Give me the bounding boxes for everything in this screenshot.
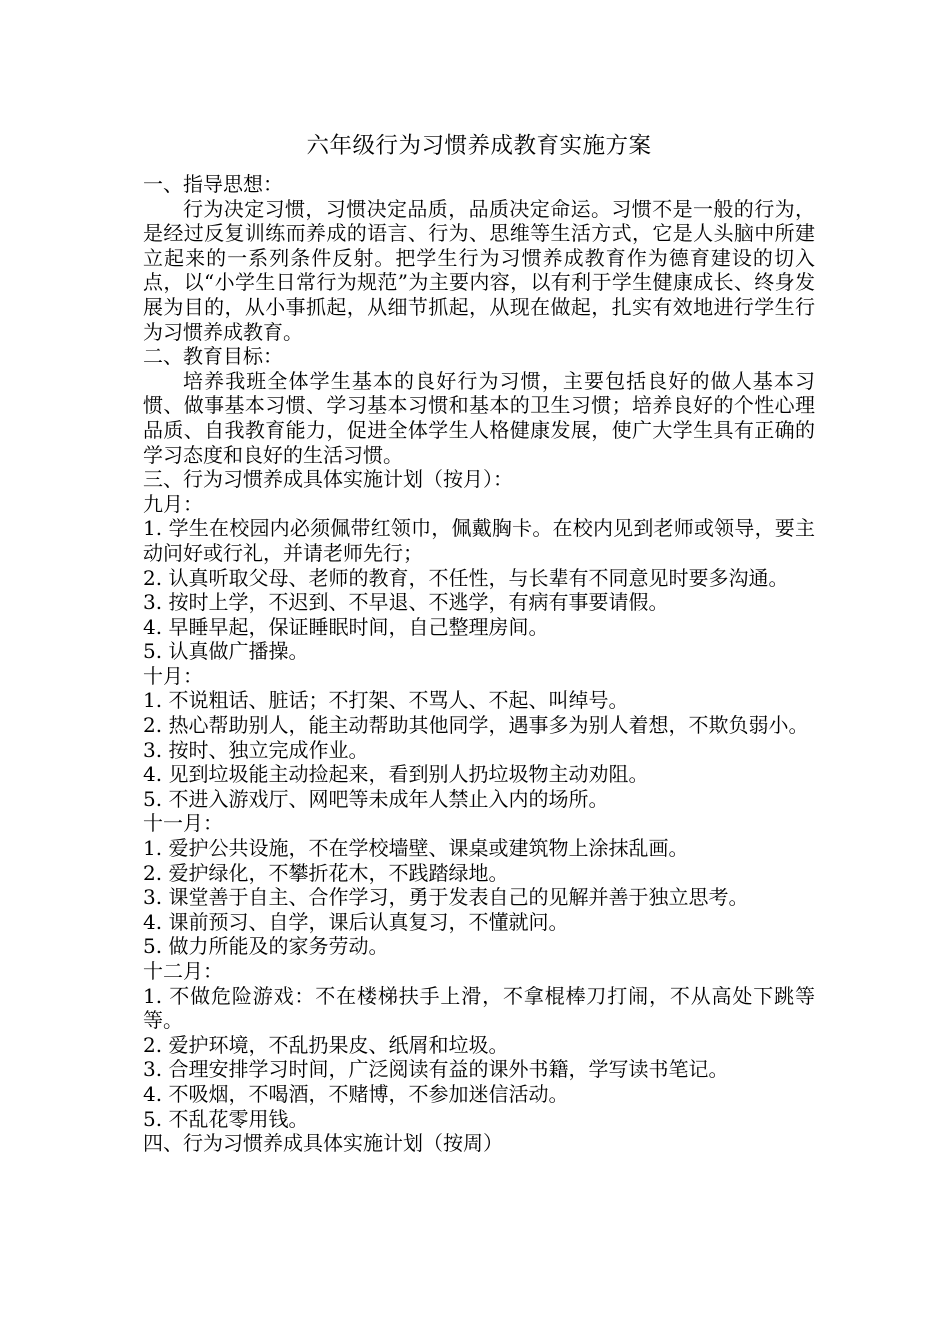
section-heading-guiding-ideology: 一、指导思想： — [143, 172, 283, 196]
section-heading-weekly-plan: 四、行为习惯养成具体实施计划（按周） — [143, 1131, 503, 1156]
list-item: 5. 不进入游戏厅、网吧等未成年人禁止入内的场所。 — [143, 786, 609, 811]
month-items-october — [143, 688, 815, 811]
list-item: 4. 不吸烟，不喝酒，不赌博，不参加迷信活动。 — [143, 1081, 569, 1106]
list-item: 1. 不说粗话、脏话；不打架、不骂人、不起、叫绰号。 — [143, 688, 629, 713]
month-items-december — [143, 984, 815, 1132]
list-item: 4. 课前预习、自学，课后认真复习，不懂就问。 — [143, 909, 569, 934]
document-title: 六年级行为习惯养成教育实施方案 — [306, 133, 652, 159]
list-item: 3. 按时上学，不迟到、不早退、不逃学，有病有事要请假。 — [143, 590, 669, 615]
list-item: 3. 课堂善于自主、合作学习，勇于发表自己的见解并善于独立思考。 — [143, 885, 749, 910]
month-label-october: 十月： — [143, 663, 203, 688]
list-item: 4. 早睡早起，保证睡眠时间，自己整理房间。 — [143, 614, 549, 639]
list-item: 5. 不乱花零用钱。 — [143, 1106, 309, 1131]
list-item: 2. 热心帮助别人，能主动帮助其他同学，遇事多为别人着想，不欺负弱小。 — [143, 713, 809, 738]
list-item: 3. 合理安排学习时间，广泛阅读有益的课外书籍，学写读书笔记。 — [143, 1057, 729, 1082]
list-item: 1. 学生在校园内必须佩带红领巾，佩戴胸卡。在校内见到老师或领导，要主动问好或行礼，并请老师先行； — [143, 516, 815, 565]
list-item: 2. 爱护环境，不乱扔果皮、纸屑和垃圾。 — [143, 1032, 509, 1057]
list-item: 4. 见到垃圾能主动捡起来，看到别人扔垃圾物主动劝阻。 — [143, 762, 649, 787]
section-paragraph-guiding-ideology: 行为决定习惯，习惯决定品质，品质决定命运。习惯不是一般的行为，是经过反复训练而养成的语言、行为、思维等生活方式，它是人头脑中所建立起来的一系列条件反射。把学生行为习惯养成教育作为德育建设的切入点，以“小学生日常行为规范”为主要内容，以有利于学生健康成长、终身发展为目的，从小事抓起，从细节抓起，从现在做起，扎实有效地进行学生行为习惯养成教育。 — [143, 196, 815, 344]
list-item: 1. 爱护公共设施，不在学校墙壁、课桌或建筑物上涂抹乱画。 — [143, 836, 689, 861]
month-label-september: 九月： — [143, 491, 203, 516]
section-heading-monthly-plan: 三、行为习惯养成具体实施计划（按月）： — [143, 467, 513, 492]
list-item: 2. 认真听取父母、老师的教育，不任性，与长辈有不同意见时要多沟通。 — [143, 565, 789, 590]
month-label-december: 十二月： — [143, 959, 223, 983]
list-item: 3. 按时、独立完成作业。 — [143, 737, 369, 762]
list-item: 1. 不做危险游戏：不在楼梯扶手上滑，不拿棍棒刀打闹，不从高处下跳等等。 — [143, 983, 815, 1033]
section-paragraph-education-goals: 培养我班全体学生基本的良好行为习惯，主要包括良好的做人基本习惯、做事基本习惯、学习基本习惯和基本的卫生习惯；培养良好的个性心理品质、自我教育能力，促进全体学生人格健康发展，使广大学生具有正确的学习态度和良好的生活习惯。 — [143, 368, 815, 467]
section-heading-education-goals: 二、教育目标： — [143, 344, 283, 369]
month-label-november: 十一月： — [143, 811, 223, 836]
month-items-november — [143, 836, 815, 959]
month-items-september — [143, 516, 815, 664]
list-item: 5. 做力所能及的家务劳动。 — [143, 934, 389, 959]
document-page — [143, 134, 815, 1156]
list-item: 5. 认真做广播操。 — [143, 639, 309, 664]
list-item: 2. 爱护绿化，不攀折花木，不践踏绿地。 — [143, 860, 509, 885]
